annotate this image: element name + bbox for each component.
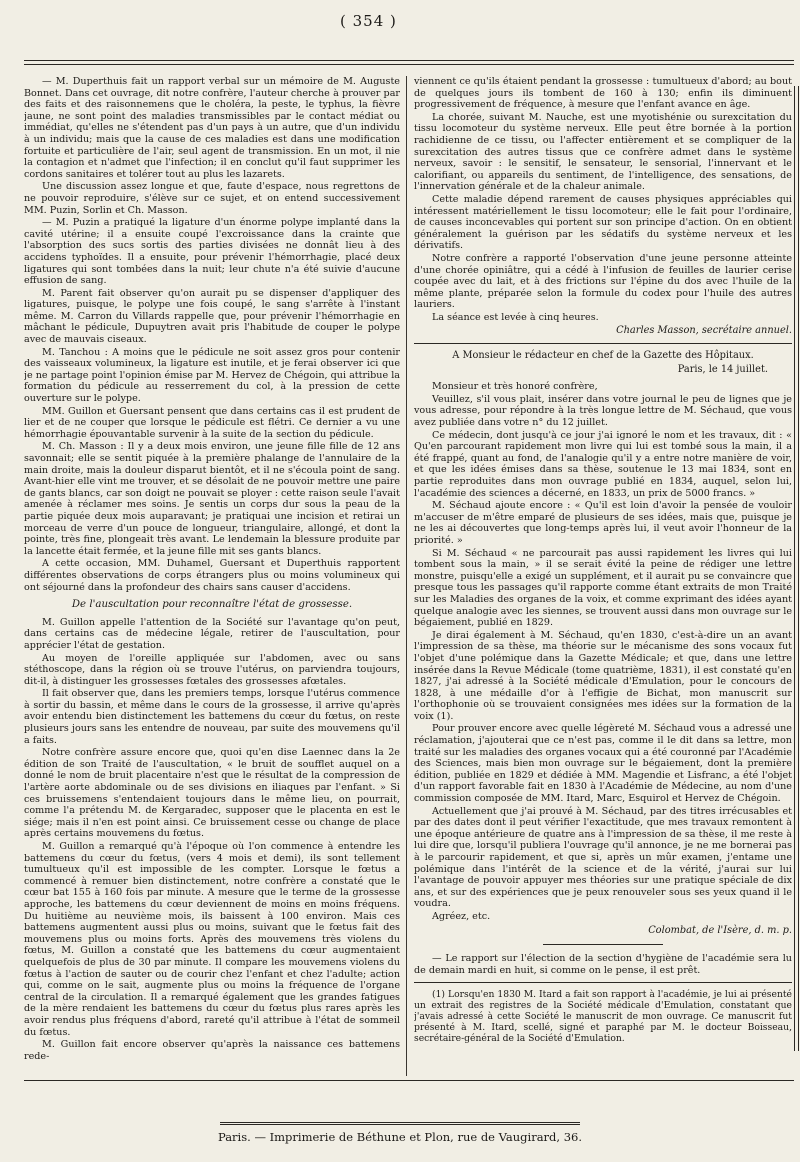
letter-title: A Monsieur le rédacteur en chef de la Gazette des Hôpitaux. (452, 350, 754, 362)
right-edge-rule (794, 86, 799, 1051)
printer-imprint: Paris. — Imprimerie de Béthune et Plon, rue de Vaugirard, 36. (217, 1130, 583, 1144)
section-rule (543, 944, 663, 945)
paragraph: M. Guillon appelle l'attention de la Société sur l'avantage qu'on peut, dans certains cas de médecine légale, retirer de l'auscultation, pour apprécier l'état de gestation. (24, 616, 400, 651)
paragraph: M. Tanchou : A moins que le pédicule ne soit assez gros pour contenir des vaisseaux volumineux, la ligature est inutile, et je ferai observer ici que je ne partage point l'opinion émise par M. Hervez de Chégoin, qui attribue la formation du pédicule au resserrement du col, à la pression de cette ouverture sur le polype. (24, 346, 400, 405)
paragraph: Je dirai également à M. Séchaud, qu'en 1830, c'est-à-dire un an avant l'impression de sa thèse, ma théorie sur le mécanisme des sons vocaux fut l'objet d'une polémique dans la Gazette Médicale; et que, dans une lettre insérée dans la Revue Médicale (tome quatrième, 1831), il est constaté qu'en 1827, j'ai adressé à la Société médicale d'Emulation, pour le concours de 1828, à une médaille d'or à l'effigie de Bichat, mon manuscrit sur l'orthophonie où se trouvaient consignées mes idées sur la formation de la voix (1). (414, 629, 792, 722)
academy-note: — Le rapport sur l'élection de la section d'hygiène de l'académie sera lu de demain mardi en huit, si comme on le pense, il est prêt. (414, 953, 792, 976)
paragraph: M. Guillon fait encore observer qu'après la naissance ces battemens rede- (24, 1039, 400, 1062)
paragraph: Notre confrère a rapporté l'observation d'une jeune personne atteinte d'une chorée opiniâtre, qui a cédé à l'infusion de feuilles de laurier cerise coupée avec du lait, et à des frictions sur l'épine du dos avec l'huile de la même plante, préparée selon la formule du codex pour l'huile des autres lauriers. (414, 252, 792, 311)
paragraph: Au moyen de l'oreille appliquée sur l'abdomen, avec ou sans stéthoscope, dans la région où se trouve l'utérus, on parviendra toujours, dit-il, à distinguer les grossesses fœtales des grossesses afœtales. (24, 652, 400, 687)
paragraph: La séance est levée à cinq heures. (432, 311, 599, 323)
page-header (0, 6, 800, 46)
paragraph: Agréez, etc. (432, 910, 491, 922)
header-rule-2 (24, 64, 794, 65)
paragraph: M. Guillon a remarqué qu'à l'époque où l'on commence à entendre les battemens du cœur du fœtus, (vers 4 mois et demi), ils sont tellement tumultueux qu'il est impossible de les compter. Lorsque le fœtus a commencé à remuer bien distinctement, notre confrère a constaté que le cœur bat 155 à 160 fois par minute. A mesure que le terme de la grossesse approche, les battemens du cœur deviennent de moins en moins fréquens. Du huitième au neuvième mois, ils baissent à 100 environ. Mais ces battemens augmentent aussi plus ou moins, suivant que le fœtus fait des mouvemens plus ou moins forts. Après des mouvemens très violens du fœtus, M. Guillon a constaté que les battemens du cœur augmentaient quelquefois de plus de 30 par minute. Il compare les mouvemens violens du fœtus à l'action de sauter ou de courir chez l'enfant et chez l'adulte; action qui, comme on le sait, augmente plus ou moins la fréquence de l'organe central de la circulation. Il a remarqué également que les grandes fatigues de la mère rendaient les battemens du cœur du fœtus plus rares après les avoir rendus plus fréquens d'abord, rareté qu'il attribue à l'état de sommeil du fœtus. (24, 841, 400, 1038)
paragraph: — M. Puzin a pratiqué la ligature d'un énorme polype implanté dans la cavité utérine; il a ensuite coupé l'excroissance dans la crainte que l'absorption des sucs sortis des parties divisées ne donnât lieu à des accidens typhoïdes. Il a ensuite, pour prévenir l'hémorrhagie, placé deux ligatures qui sont tombées dans la nuit; leur chute n'a été suivie d'aucune effusion de sang. (24, 217, 400, 287)
column-divider (406, 76, 407, 1076)
paragraph: M. Parent fait observer qu'on aurait pu se dispenser d'appliquer des ligatures, puisque, le polype une fois coupé, le sang s'arrête à l'instant même. M. Carron du Villards rappelle que, pour prévenir l'hémorrhagie en mâchant le pédicule, Dupuytren avait pris l'habitude de couper le polype avec de mauvais ciseaux. (24, 287, 400, 346)
footnote-rule (414, 982, 792, 983)
paragraph: A cette occasion, MM. Duhamel, Guersant et Duperthuis rapportent différentes observations de corps étrangers plus ou moins volumineux qui ont séjourné dans la profondeur des chairs sans causer d'accidens. (24, 558, 400, 593)
signature: Colombat, de l'Isère, d. m. p. (648, 924, 792, 936)
paragraph: Actuellement que j'ai prouvé à M. Séchaud, par des titres irrécusables et par des dates dont il peut vérifier l'exactitude, que mes travaux remontent à une époque antérieure de quatre ans à l'impression de sa thèse, il me reste à lui dire que, lorsqu'il publiera l'ouvrage qu'il annonce, je ne me bornerai pas à le parcourir rapidement, et que si, après un mûr examen, j'entame une polémique dans l'intérêt de la science et de la vérité, j'aurai sur lui l'avantage de pouvoir appuyer mes théories sur une pratique spéciale de dix ans, et sur des expériences que je peux renouveler sous ses yeux quand il le voudra. (414, 805, 792, 910)
paragraph: viennent ce qu'ils étaient pendant la grossesse : tumultueux d'abord; au bout de quelques jours ils tombent de 160 à 130; enfin ils diminuent progressivement de fréquence, à mesure que l'enfant avance en âge. (414, 76, 792, 111)
left-column (24, 76, 400, 1072)
paragraph: Si M. Séchaud « ne parcourait pas aussi rapidement les livres qui lui tombent sous la main, » il se serait évité la peine de rédiger une lettre monstre, puisqu'elle a exigé un supplément, et il aurait pu se convaincre que presque tous les passages qu'il rapporte comme étant extraits de mon Traité sur les Maladies des organes de la voix, et comme exprimant des idées ayant quelque analogie avec les siennes, se trouvent aussi dans mon ouvrage sur le bégaiement, publié en 1829. (414, 547, 792, 629)
paragraph: M. Séchaud ajoute encore : « Qu'il est loin d'avoir la pensée de vouloir m'accuser de m'être emparé de plusieurs de ses idées, mais que, puisque je ne les ai découvertes que long-temps après lui, il veut avoir l'honneur de la priorité. » (414, 500, 792, 546)
page-number: ( 354 ) (340, 12, 397, 30)
paragraph: — M. Duperthuis fait un rapport verbal sur un mémoire de M. Auguste Bonnet. Dans cet ouvrage, dit notre confrère, l'auteur cherche à prouver par des faits et des raisonnemens que le choléra, la peste, le typhus, la fièvre jaune, ne sont point des maladies transmissibles par le contact médiat ou immédiat, qu'elles ne s'étendent pas d'un pays à un autre, que d'un individu à un individu; mais que la cause de ces maladies est dans une modification fortuite et particulière de l'air, seul agent de transmission. En un mot, il nie la contagion et n'admet que l'infection; il en conclut qu'il faut supprimer les cordons sanitaires et tolérer tout au plus les lazarets. (24, 76, 400, 180)
paragraph: Cette maladie dépend rarement de causes physiques appréciables qui intéressent matériellement le tissu locomoteur; elle le fait pour l'ordinaire, de causes inconcevables qui portent sur son principe d'action. On en obtient généralement la guérison par les sédatifs du système nerveux et les dérivatifs. (414, 193, 792, 252)
footer-rule (24, 1080, 794, 1081)
paragraph: Une discussion assez longue et que, faute d'espace, nous regrettons de ne pouvoir reproduire, s'élève sur ce sujet, et on entend successivement MM. Puzin, Sorlin et Ch. Masson. (24, 181, 400, 216)
footer-ornament-rule (220, 1122, 580, 1125)
right-column (414, 76, 792, 1072)
paragraph: La chorée, suivant M. Nauche, est une myotishénie ou surexcitation du tissu locomoteur du système nerveux. Elle peut être bornée à la portion rachidienne de ce tissu, ou l'affecter entièrement et se compliquer de la surexcitation des autres tissus que ce confrère admet dans le système nerveux, savoir : le sensitif, le sensateur, le sensorial, l'innervant et le calorifiant, ou appareils du sentiment, de l'intelligence, des sensations, de l'innervation générale et de la chaleur animale. (414, 111, 792, 193)
paragraph: M. Ch. Masson : Il y a deux mois environ, une jeune fille fille de 12 ans savonnait; elle se sentit piquée à la première phalange de l'annulaire de la main droite, mais la douleur disparut bientôt, et il ne s'écoula point de sang. Avant-hier elle vint me trouver, et se désolait de ne pouvoir mettre une paire de gants blancs, car son doigt ne pouvait se ployer : cette raison seule l'avait amenée à réclamer mes soins. Je sentis un corps dur sous la peau de la partie piquée deux mois auparavant; je pratiquai une incision et retirai un morceau de verre d'un pouce de longueur, triangulaire, allongé, et dont la pointe, très fine, plongeait très avant. Le lendemain la blessure produite par la lancette était fermée, et la jeune fille mit ses gants blancs. (24, 441, 400, 557)
section-title: De l'auscultation pour reconnaître l'état de grossesse. (71, 599, 353, 611)
paragraph: Pour prouver encore avec quelle légèreté M. Séchaud vous a adressé une réclamation, j'ajouterai que ce n'est pas, comme il le dit dans sa lettre, mon traité sur les maladies des organes vocaux qui a été couronné par l'Académie des Sciences, mais bien mon ouvrage sur le bégaiement, dont la première édition, publiée en 1829 et dédiée à MM. Magendie et Lisfranc, a été l'objet d'un rapport favorable fait en 1830 à l'Académie de Médecine, au nom d'une commission composée de MM. Itard, Marc, Esquirol et Hervez de Chégoin. (414, 723, 792, 805)
signature: Charles Masson, secrétaire annuel. (616, 325, 792, 337)
paragraph: Veuillez, s'il vous plait, insérer dans votre journal le peu de lignes que je vous adresse, pour répondre à la très longue lettre de M. Séchaud, que vous avez publiée dans votre n° du 12 juillet. (414, 393, 792, 429)
paragraph: Notre confrère assure encore que, quoi qu'en dise Laennec dans la 2e édition de son Traité de l'auscultation, « le bruit de soufflet auquel on a donné le nom de bruit placentaire n'est que le résultat de la compression de l'artère aorte abdominale ou de ses divisions en iliaques par l'enfant. » Si ces bruissemens s'entendaient toujours dans le même lieu, on pourrait, comme l'a prétendu M. de Kergaradec, supposer que le placenta en est le siége; mais il n'en est point ainsi. Ce bruissement cesse ou change de place après certains mouvemens du fœtus. (24, 747, 400, 840)
paragraph: Il fait observer que, dans les premiers temps, lorsque l'utérus commence à sortir du bassin, et même dans le cours de la grossesse, il arrive qu'après avoir entendu bien distinctement les battemens du cœur du fœtus, on reste plusieurs jours sans les entendre de nouveau, par suite des mouvemens qu'il a faits. (24, 688, 400, 746)
letter-salutation: Monsieur et très honoré confrère, (432, 381, 598, 393)
section-rule (414, 343, 792, 344)
paragraph: Ce médecin, dont jusqu'à ce jour j'ai ignoré le nom et les travaux, dit : « Qu'en parcourant rapidement mon livre qui lui est tombé sous la main, il a été frappé, quant au fond, de l'analogie qu'il y a entre notre manière de voir, et que les idées émises dans sa thèse, soutenue le 13 mai 1834, sont en partie reproduites dans mon ouvrage publié en 1834, auquel, selon lui, l'académie des sciences a décerné, en 1833, un prix de 5000 francs. » (414, 429, 792, 499)
header-rule (24, 60, 794, 61)
footnote: (1) Lorsqu'en 1830 M. Itard a fait son rapport à l'académie, je lui ai présenté un extrait des registres de la Société médicale d'Emulation, constatant que j'avais adressé à cette Société le manuscrit de mon ouvrage. Ce manuscrit fut présenté à M. Itard, scellé, signé et paraphé par M. le docteur Boisseau, secrétaire-général de la Société d'Emulation. (414, 989, 792, 1045)
paragraph: MM. Guillon et Guersant pensent que dans certains cas il est prudent de lier et de ne couper que lorsque le pédicule est flétri. Ce dernier a vu une hémorrhagie épouvantable survenir à la suite de la section du pédicule. (24, 405, 400, 440)
letter-dateline: Paris, le 14 juillet. (677, 363, 768, 375)
